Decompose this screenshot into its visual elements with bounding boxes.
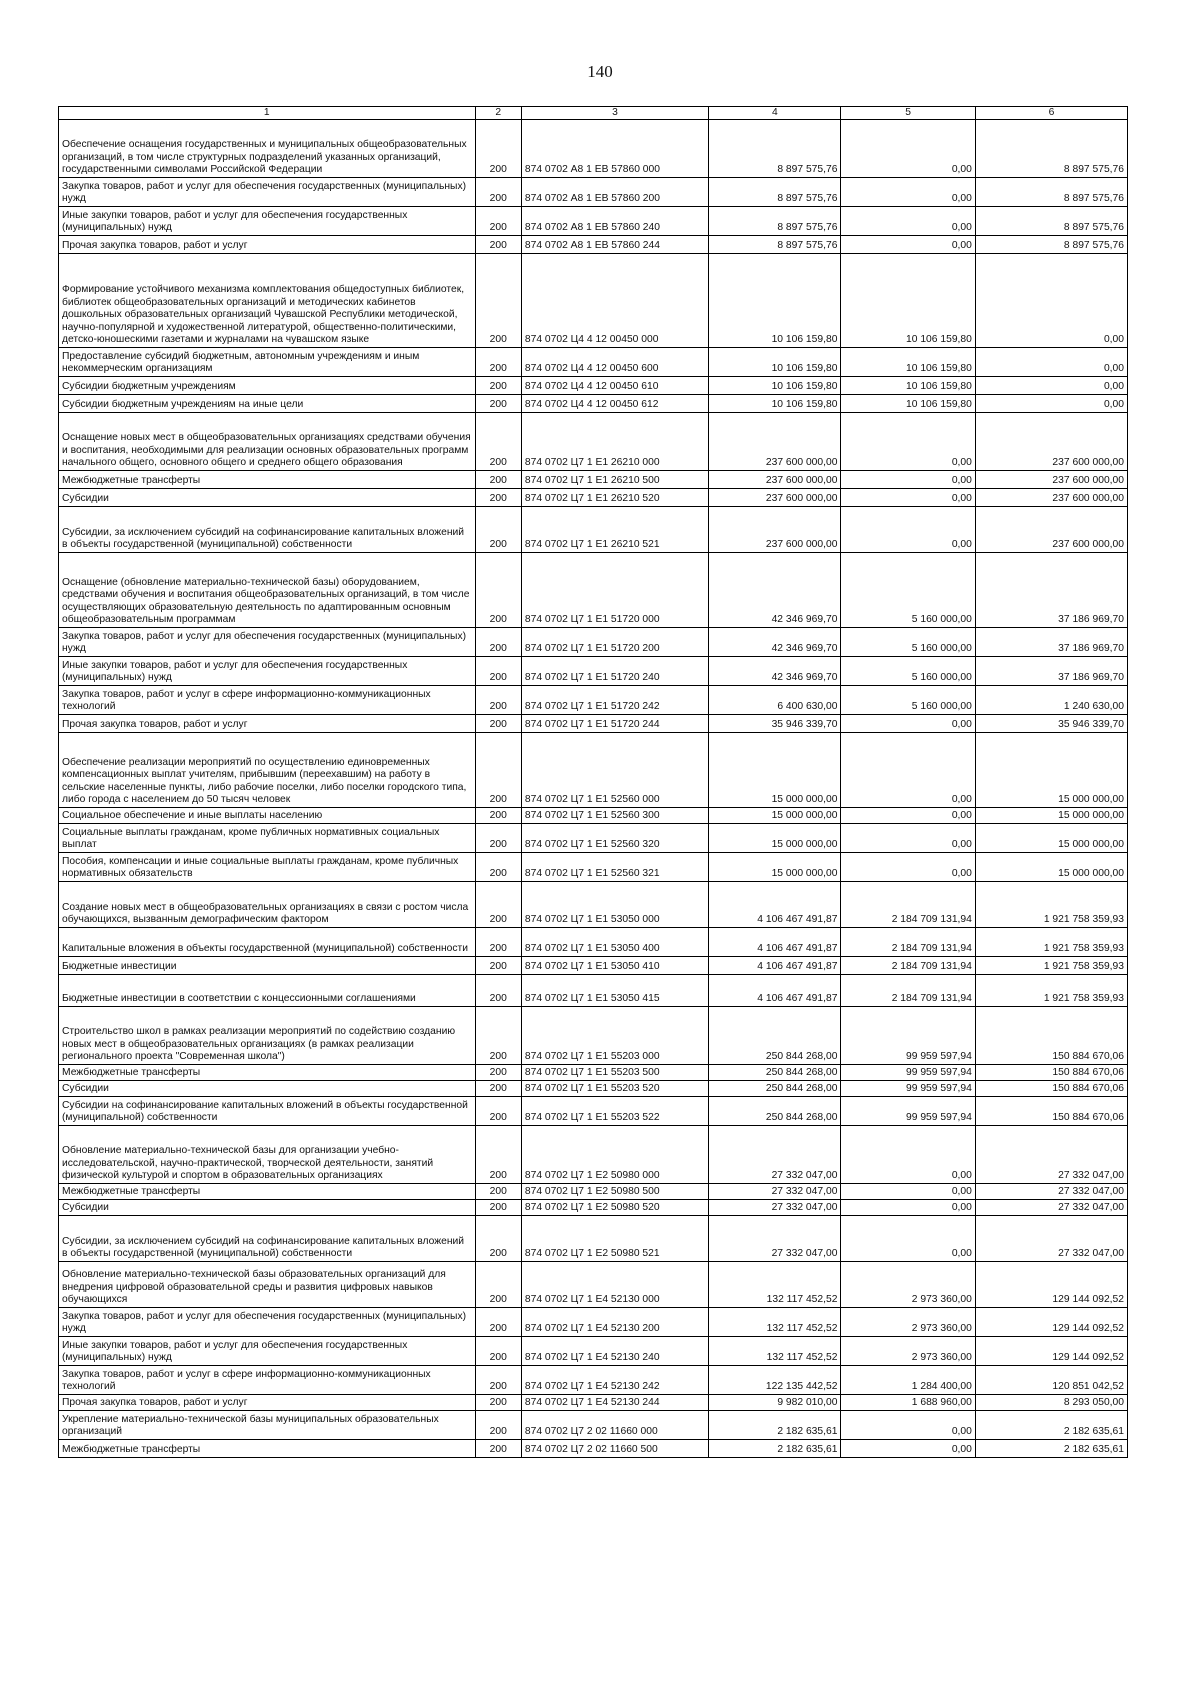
row-classification: 874 0702 А8 1 ЕВ 57860 244 [521,236,708,254]
row-name: Обновление материально-технической базы образовательных организаций для внедрения цифровой образовательной среды и развития цифровых навыков обучающихся [59,1262,476,1308]
row-amount-6: 1 921 758 359,93 [975,975,1127,1007]
table-row [59,1200,1128,1216]
row-amount-5: 10 106 159,80 [841,254,975,348]
row-code: 200 [475,1081,521,1097]
table-row [59,1126,1128,1184]
row-classification: 874 0702 Ц7 1 Е1 53050 400 [521,928,708,957]
row-classification: 874 0702 Ц7 1 Е1 51720 000 [521,553,708,628]
row-name: Субсидии бюджетным учреждениям на иные цели [59,395,476,413]
row-amount-5: 2 184 709 131,94 [841,928,975,957]
row-classification: 874 0702 Ц7 2 02 11660 500 [521,1440,708,1458]
row-amount-5: 10 106 159,80 [841,395,975,413]
row-name: Формирование устойчивого механизма комплектования общедоступных библиотек, библиотек общеобразовательных организаций и методических кабинетов дошкольных образовательных организаций Чувашской Республики методической, научно-популярной и художественной литературой, общественно-политическими, детско-юношескими газетами и журналами на чувашском языке [59,254,476,348]
row-amount-6: 150 884 670,06 [975,1065,1127,1081]
header-row [59,107,1128,120]
row-classification: 874 0702 Ц7 1 Е1 53050 000 [521,882,708,928]
row-classification: 874 0702 Ц7 1 Е1 51720 240 [521,657,708,686]
row-amount-5: 2 973 360,00 [841,1262,975,1308]
table-row [59,1216,1128,1262]
row-classification: 874 0702 Ц7 1 Е2 50980 520 [521,1200,708,1216]
row-name: Обеспечение оснащения государственных и муниципальных общеобразовательных организаций, в том числе структурных подразделений указанных организаций, государственными символами Российской Федерации [59,120,476,178]
row-name: Капитальные вложения в объекты государственной (муниципальной) собственности [59,928,476,957]
row-amount-5: 1 284 400,00 [841,1366,975,1395]
row-name: Закупка товаров, работ и услуг для обеспечения государственных (муниципальных) нужд [59,1308,476,1337]
row-code: 200 [475,1007,521,1065]
row-code: 200 [475,1262,521,1308]
table-row [59,853,1128,882]
row-total: 4 106 467 491,87 [709,882,841,928]
row-amount-6: 237 600 000,00 [975,471,1127,489]
row-amount-5: 5 160 000,00 [841,628,975,657]
row-amount-5: 0,00 [841,715,975,733]
row-amount-5: 0,00 [841,207,975,236]
row-classification: 874 0702 Ц7 1 Е1 51720 200 [521,628,708,657]
table-row [59,1337,1128,1366]
row-name: Закупка товаров, работ и услуг для обеспечения государственных (муниципальных) нужд [59,178,476,207]
row-classification: 874 0702 Ц7 1 Е1 52560 300 [521,808,708,824]
row-total: 132 117 452,52 [709,1308,841,1337]
row-amount-5: 2 973 360,00 [841,1308,975,1337]
row-classification: 874 0702 Ц7 1 Е1 55203 522 [521,1097,708,1126]
row-classification: 874 0702 Ц7 1 Е1 51720 242 [521,686,708,715]
row-total: 132 117 452,52 [709,1262,841,1308]
row-amount-5: 0,00 [841,178,975,207]
row-name: Обеспечение реализации мероприятий по осуществлению единовременных компенсационных выплат учителям, прибывшим (переехавшим) на работу в сельские населенные пункты, либо рабочие поселки, либо поселки городского типа, либо города с населением до 50 тысяч человек [59,733,476,808]
table-row [59,808,1128,824]
row-code: 200 [475,1337,521,1366]
table-row [59,657,1128,686]
table-row [59,928,1128,957]
row-code: 200 [475,1308,521,1337]
row-code: 200 [475,1411,521,1440]
row-amount-6: 1 921 758 359,93 [975,882,1127,928]
row-code: 200 [475,1097,521,1126]
row-amount-5: 99 959 597,94 [841,1007,975,1065]
row-classification: 874 0702 Ц7 1 Е1 53050 410 [521,957,708,975]
row-classification: 874 0702 Ц7 1 Е4 52130 000 [521,1262,708,1308]
row-amount-5: 0,00 [841,824,975,853]
row-name: Межбюджетные трансферты [59,471,476,489]
row-total: 10 106 159,80 [709,395,841,413]
row-classification: 874 0702 Ц7 1 Е4 52130 240 [521,1337,708,1366]
row-name: Прочая закупка товаров, работ и услуг [59,236,476,254]
row-total: 10 106 159,80 [709,254,841,348]
row-name: Укрепление материально-технической базы муниципальных образовательных организаций [59,1411,476,1440]
row-name: Бюджетные инвестиции в соответствии с концессионными соглашениями [59,975,476,1007]
row-code: 200 [475,207,521,236]
row-amount-5: 0,00 [841,853,975,882]
row-total: 15 000 000,00 [709,824,841,853]
row-amount-6: 37 186 969,70 [975,657,1127,686]
row-amount-5: 0,00 [841,471,975,489]
row-classification: 874 0702 Ц7 1 Е1 26210 000 [521,413,708,471]
row-amount-5: 5 160 000,00 [841,657,975,686]
row-amount-6: 8 897 575,76 [975,207,1127,236]
row-classification: 874 0702 Ц7 1 Е1 55203 520 [521,1081,708,1097]
table-row [59,553,1128,628]
row-classification: 874 0702 Ц7 1 Е1 51720 244 [521,715,708,733]
row-total: 9 982 010,00 [709,1395,841,1411]
row-amount-5: 99 959 597,94 [841,1097,975,1126]
row-amount-6: 237 600 000,00 [975,413,1127,471]
row-code: 200 [475,553,521,628]
row-name: Субсидии на софинансирование капитальных вложений в объекты государственной (муниципальной) собственности [59,1097,476,1126]
row-name: Создание новых мест в общеобразовательных организациях в связи с ростом числа обучающихся, вызванным демографическим фактором [59,882,476,928]
row-code: 200 [475,1184,521,1200]
row-amount-6: 0,00 [975,348,1127,377]
row-total: 2 182 635,61 [709,1440,841,1458]
row-code: 200 [475,957,521,975]
row-total: 250 844 268,00 [709,1081,841,1097]
row-name: Социальное обеспечение и иные выплаты населению [59,808,476,824]
row-amount-6: 15 000 000,00 [975,733,1127,808]
row-total: 15 000 000,00 [709,733,841,808]
row-amount-6: 1 240 630,00 [975,686,1127,715]
row-classification: 874 0702 Ц7 1 Е4 52130 244 [521,1395,708,1411]
row-amount-5: 0,00 [841,120,975,178]
row-code: 200 [475,489,521,507]
row-name: Иные закупки товаров, работ и услуг для обеспечения государственных (муниципальных) нужд [59,657,476,686]
column-header-4: 4 [709,107,841,120]
row-amount-5: 2 184 709 131,94 [841,975,975,1007]
table-row [59,1081,1128,1097]
row-classification: 874 0702 А8 1 ЕВ 57860 200 [521,178,708,207]
row-total: 4 106 467 491,87 [709,975,841,1007]
row-code: 200 [475,1366,521,1395]
table-row [59,348,1128,377]
row-code: 200 [475,377,521,395]
row-total: 250 844 268,00 [709,1065,841,1081]
table-row [59,254,1128,348]
table-row [59,178,1128,207]
row-total: 15 000 000,00 [709,808,841,824]
row-amount-5: 1 688 960,00 [841,1395,975,1411]
row-code: 200 [475,686,521,715]
row-code: 200 [475,657,521,686]
row-amount-5: 0,00 [841,489,975,507]
row-amount-6: 35 946 339,70 [975,715,1127,733]
row-code: 200 [475,733,521,808]
row-name: Закупка товаров, работ и услуг в сфере информационно-коммуникационных технологий [59,686,476,715]
table-row [59,1440,1128,1458]
row-code: 200 [475,824,521,853]
row-amount-6: 37 186 969,70 [975,628,1127,657]
row-name: Субсидии [59,1200,476,1216]
row-amount-6: 15 000 000,00 [975,853,1127,882]
row-code: 200 [475,348,521,377]
row-total: 42 346 969,70 [709,628,841,657]
row-amount-5: 0,00 [841,1440,975,1458]
table-row [59,1007,1128,1065]
row-amount-5: 5 160 000,00 [841,686,975,715]
row-amount-6: 15 000 000,00 [975,824,1127,853]
table-body [59,120,1128,1458]
table-row [59,413,1128,471]
table-row [59,715,1128,733]
row-code: 200 [475,928,521,957]
row-classification: 874 0702 Ц7 1 Е4 52130 242 [521,1366,708,1395]
row-amount-6: 8 293 050,00 [975,1395,1127,1411]
table-row [59,1262,1128,1308]
table-row [59,975,1128,1007]
row-total: 8 897 575,76 [709,236,841,254]
row-code: 200 [475,1216,521,1262]
row-total: 250 844 268,00 [709,1097,841,1126]
row-name: Субсидии [59,489,476,507]
row-amount-6: 237 600 000,00 [975,489,1127,507]
row-name: Предоставление субсидий бюджетным, автономным учреждениям и иным некоммерческим организациям [59,348,476,377]
row-classification: 874 0702 Ц7 1 Е4 52130 200 [521,1308,708,1337]
row-classification: 874 0702 Ц4 4 12 00450 612 [521,395,708,413]
row-amount-5: 0,00 [841,1216,975,1262]
row-classification: 874 0702 А8 1 ЕВ 57860 240 [521,207,708,236]
table-row [59,489,1128,507]
column-header-3: 3 [521,107,708,120]
row-classification: 874 0702 А8 1 ЕВ 57860 000 [521,120,708,178]
table-row [59,236,1128,254]
row-amount-6: 1 921 758 359,93 [975,928,1127,957]
row-amount-5: 0,00 [841,1126,975,1184]
row-amount-6: 150 884 670,06 [975,1097,1127,1126]
row-amount-5: 0,00 [841,1411,975,1440]
row-code: 200 [475,1395,521,1411]
row-name: Обновление материально-технической базы для организации учебно-исследовательской, научно-практической, творческой деятельности, занятий физической культурой и спортом в образовательных организациях [59,1126,476,1184]
row-amount-5: 2 973 360,00 [841,1337,975,1366]
row-classification: 874 0702 Ц7 2 02 11660 000 [521,1411,708,1440]
row-total: 237 600 000,00 [709,507,841,553]
row-classification: 874 0702 Ц7 1 Е1 55203 000 [521,1007,708,1065]
row-classification: 874 0702 Ц7 1 Е1 53050 415 [521,975,708,1007]
row-amount-6: 2 182 635,61 [975,1411,1127,1440]
row-total: 42 346 969,70 [709,553,841,628]
row-name: Бюджетные инвестиции [59,957,476,975]
row-total: 237 600 000,00 [709,489,841,507]
row-amount-5: 0,00 [841,1200,975,1216]
row-amount-6: 1 921 758 359,93 [975,957,1127,975]
row-amount-6: 2 182 635,61 [975,1440,1127,1458]
row-amount-6: 129 144 092,52 [975,1308,1127,1337]
column-header-1: 1 [59,107,476,120]
row-total: 8 897 575,76 [709,207,841,236]
row-name: Иные закупки товаров, работ и услуг для обеспечения государственных (муниципальных) нужд [59,207,476,236]
row-name: Межбюджетные трансферты [59,1065,476,1081]
row-name: Иные закупки товаров, работ и услуг для обеспечения государственных (муниципальных) нужд [59,1337,476,1366]
row-code: 200 [475,413,521,471]
row-code: 200 [475,254,521,348]
row-classification: 874 0702 Ц7 1 Е1 52560 320 [521,824,708,853]
row-code: 200 [475,853,521,882]
row-total: 35 946 339,70 [709,715,841,733]
row-amount-6: 150 884 670,06 [975,1081,1127,1097]
row-classification: 874 0702 Ц7 1 Е1 26210 521 [521,507,708,553]
row-total: 4 106 467 491,87 [709,928,841,957]
row-code: 200 [475,808,521,824]
row-total: 27 332 047,00 [709,1126,841,1184]
row-amount-5: 0,00 [841,236,975,254]
table-row [59,1184,1128,1200]
row-name: Пособия, компенсации и иные социальные выплаты гражданам, кроме публичных нормативных обязательств [59,853,476,882]
table-row [59,824,1128,853]
table-row [59,1411,1128,1440]
row-amount-6: 129 144 092,52 [975,1262,1127,1308]
row-name: Субсидии бюджетным учреждениям [59,377,476,395]
table-row [59,1308,1128,1337]
row-amount-6: 15 000 000,00 [975,808,1127,824]
row-amount-6: 129 144 092,52 [975,1337,1127,1366]
table-row [59,1065,1128,1081]
row-total: 15 000 000,00 [709,853,841,882]
row-total: 8 897 575,76 [709,120,841,178]
row-code: 200 [475,120,521,178]
row-classification: 874 0702 Ц7 1 Е1 52560 000 [521,733,708,808]
row-amount-5: 0,00 [841,1184,975,1200]
table-row [59,395,1128,413]
table-row [59,1366,1128,1395]
row-code: 200 [475,236,521,254]
page-number: 140 [587,62,613,81]
row-code: 200 [475,1065,521,1081]
table-row [59,507,1128,553]
row-amount-6: 0,00 [975,395,1127,413]
row-name: Субсидии, за исключением субсидий на софинансирование капитальных вложений в объекты государственной (муниципальной) собственности [59,1216,476,1262]
row-code: 200 [475,1200,521,1216]
row-amount-6: 8 897 575,76 [975,178,1127,207]
row-total: 237 600 000,00 [709,413,841,471]
row-total: 10 106 159,80 [709,377,841,395]
row-total: 27 332 047,00 [709,1184,841,1200]
row-amount-5: 99 959 597,94 [841,1081,975,1097]
row-name: Межбюджетные трансферты [59,1184,476,1200]
row-classification: 874 0702 Ц4 4 12 00450 600 [521,348,708,377]
row-name: Прочая закупка товаров, работ и услуг [59,715,476,733]
row-amount-6: 150 884 670,06 [975,1007,1127,1065]
row-amount-5: 0,00 [841,507,975,553]
row-code: 200 [475,1440,521,1458]
row-total: 10 106 159,80 [709,348,841,377]
row-total: 132 117 452,52 [709,1337,841,1366]
row-classification: 874 0702 Ц7 1 Е2 50980 521 [521,1216,708,1262]
row-amount-5: 2 184 709 131,94 [841,957,975,975]
table-row [59,1097,1128,1126]
column-header-2: 2 [475,107,521,120]
row-classification: 874 0702 Ц7 1 Е1 26210 520 [521,489,708,507]
row-name: Оснащение (обновление материально-технической базы) оборудованием, средствами обучения и воспитания общеобразовательных организаций, в том числе осуществляющих образовательную деятельность по адаптированным основным общеобразовательным программам [59,553,476,628]
row-amount-6: 37 186 969,70 [975,553,1127,628]
row-amount-6: 27 332 047,00 [975,1184,1127,1200]
row-name: Закупка товаров, работ и услуг в сфере информационно-коммуникационных технологий [59,1366,476,1395]
row-amount-5: 2 184 709 131,94 [841,882,975,928]
row-amount-5: 0,00 [841,733,975,808]
row-amount-5: 0,00 [841,808,975,824]
row-code: 200 [475,395,521,413]
row-amount-6: 27 332 047,00 [975,1200,1127,1216]
row-name: Прочая закупка товаров, работ и услуг [59,1395,476,1411]
row-total: 42 346 969,70 [709,657,841,686]
row-name: Межбюджетные трансферты [59,1440,476,1458]
row-amount-6: 120 851 042,52 [975,1366,1127,1395]
row-amount-5: 10 106 159,80 [841,348,975,377]
table-row [59,377,1128,395]
table-row [59,686,1128,715]
table-row [59,207,1128,236]
row-code: 200 [475,507,521,553]
row-classification: 874 0702 Ц4 4 12 00450 610 [521,377,708,395]
row-name: Оснащение новых мест в общеобразовательных организациях средствами обучения и воспитания, необходимыми для реализации основных образовательных программ начального общего, основного общего и среднего общего образования [59,413,476,471]
row-total: 237 600 000,00 [709,471,841,489]
table-row [59,628,1128,657]
row-code: 200 [475,178,521,207]
budget-table [58,106,1128,1458]
row-total: 8 897 575,76 [709,178,841,207]
row-total: 6 400 630,00 [709,686,841,715]
row-amount-6: 0,00 [975,254,1127,348]
row-code: 200 [475,1126,521,1184]
row-classification: 874 0702 Ц7 1 Е1 26210 500 [521,471,708,489]
row-amount-5: 5 160 000,00 [841,553,975,628]
column-header-6: 6 [975,107,1127,120]
row-classification: 874 0702 Ц7 1 Е2 50980 500 [521,1184,708,1200]
row-classification: 874 0702 Ц7 1 Е1 55203 500 [521,1065,708,1081]
row-total: 27 332 047,00 [709,1200,841,1216]
row-amount-6: 8 897 575,76 [975,236,1127,254]
row-code: 200 [475,628,521,657]
table-row [59,120,1128,178]
row-total: 2 182 635,61 [709,1411,841,1440]
row-amount-5: 99 959 597,94 [841,1065,975,1081]
row-total: 4 106 467 491,87 [709,957,841,975]
row-amount-5: 0,00 [841,413,975,471]
row-amount-6: 0,00 [975,377,1127,395]
table-row [59,957,1128,975]
row-code: 200 [475,715,521,733]
row-code: 200 [475,471,521,489]
row-name: Социальные выплаты гражданам, кроме публичных нормативных социальных выплат [59,824,476,853]
row-name: Строительство школ в рамках реализации мероприятий по содействию созданию новых мест в общеобразовательных организациях (в рамках реализации регионального проекта "Современная школа") [59,1007,476,1065]
row-classification: 874 0702 Ц4 4 12 00450 000 [521,254,708,348]
row-code: 200 [475,882,521,928]
row-name: Субсидии, за исключением субсидий на софинансирование капитальных вложений в объекты государственной (муниципальной) собственности [59,507,476,553]
row-amount-5: 10 106 159,80 [841,377,975,395]
row-amount-6: 237 600 000,00 [975,507,1127,553]
row-total: 122 135 442,52 [709,1366,841,1395]
row-amount-6: 27 332 047,00 [975,1126,1127,1184]
table-row [59,733,1128,808]
row-classification: 874 0702 Ц7 1 Е2 50980 000 [521,1126,708,1184]
row-classification: 874 0702 Ц7 1 Е1 52560 321 [521,853,708,882]
column-header-5: 5 [841,107,975,120]
row-name: Закупка товаров, работ и услуг для обеспечения государственных (муниципальных) нужд [59,628,476,657]
row-code: 200 [475,975,521,1007]
row-amount-6: 27 332 047,00 [975,1216,1127,1262]
table-row [59,882,1128,928]
table-row [59,1395,1128,1411]
row-total: 250 844 268,00 [709,1007,841,1065]
row-total: 27 332 047,00 [709,1216,841,1262]
row-amount-6: 8 897 575,76 [975,120,1127,178]
table-row [59,471,1128,489]
row-name: Субсидии [59,1081,476,1097]
